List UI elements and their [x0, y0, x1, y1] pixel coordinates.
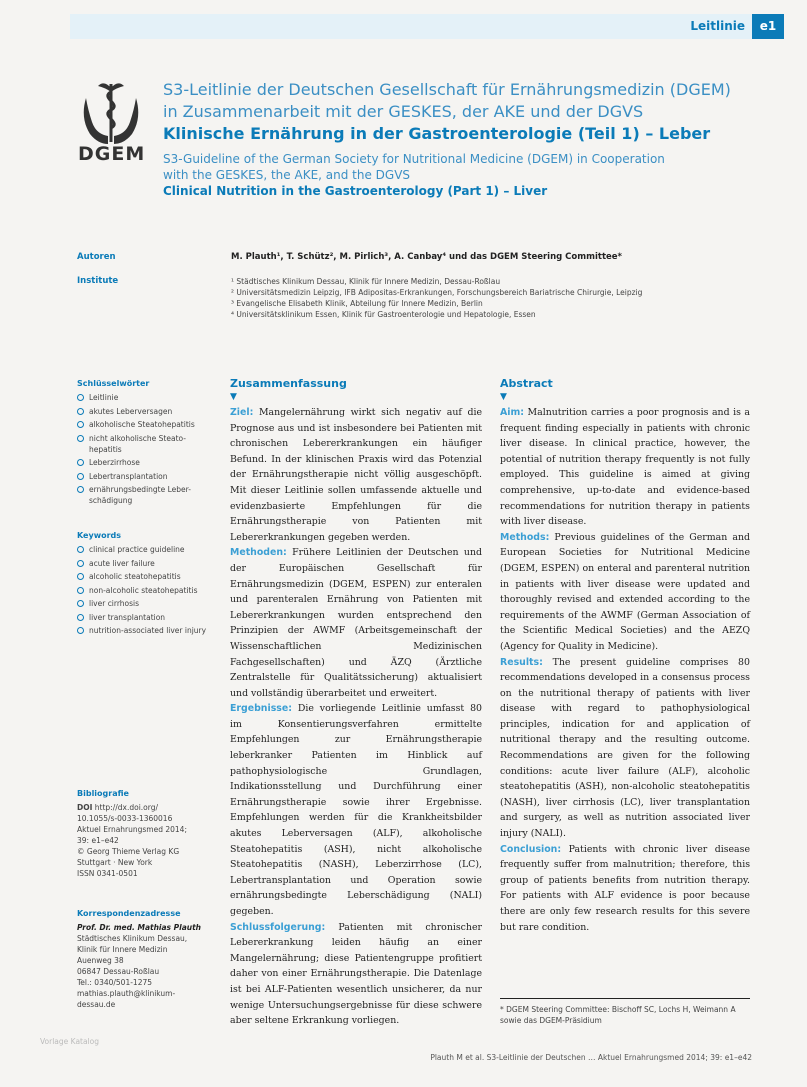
section-text: Patienten mit chronischer Lebererkrankung leiden häufig an einer Mangelernährung; diese Patientengruppe profitiert daher von einer Ernährungstherapie. Die Datenlage ist bei ALF-Patienten wesentlich unsicherer, da nur wenige Untersuchungsergebnisse für diese schwere aber seltene Erkrankung vorliegen.: [230, 921, 482, 1027]
footnote-divider: [500, 998, 750, 999]
keyword-item: ernährungsbedingte Leber-schädigung: [77, 484, 217, 506]
keyword-item: acute liver failure: [77, 558, 217, 569]
keywords-en-heading: Keywords: [77, 531, 122, 540]
biblio-line: 39: e1–e42: [77, 836, 119, 845]
section-text: Malnutrition carries a poor prognosis and is a frequent finding especially in patients with chronic liver disease. In clinical practice, however, the potential of nutrition therapy frequently is not fully employed. This guideline is aimed at giving comprehensive, up-to-date and evidence-based recommendations for nutrition therapy in patients with liver disease.: [500, 407, 750, 528]
doi-label: DOI: [77, 803, 93, 812]
title-en-line2: with the GESKES, the AKE, and the DGVS: [163, 168, 411, 182]
keyword-item: liver transplantation: [77, 612, 217, 623]
abstract-section: [230, 545, 482, 701]
section-key: Methoden:: [230, 547, 287, 559]
section-key: Ziel:: [230, 407, 254, 418]
keyword-item: Lebertransplantation: [77, 471, 217, 482]
triangle-marker-icon: ▼: [230, 392, 237, 402]
zusammenfassung-column: [230, 377, 482, 1029]
abstract-section: [230, 701, 482, 919]
bibliografie: [77, 788, 217, 879]
keyword-item: nicht alkoholische Steato-hepatitis: [77, 433, 217, 455]
abstract-heading: Abstract: [500, 377, 553, 390]
keyword-item: nutrition-associated liver injury: [77, 625, 217, 636]
institute-item: ⁴ Universitätsklinikum Essen, Klinik für Gastroenterologie und Hepatologie, Essen: [231, 310, 536, 319]
institute-item: ² Universitätsmedizin Leipzig, IFB Adipositas-Erkrankungen, Forschungsbereich Bariatrische Chirurgie, Leipzig: [231, 288, 643, 297]
section-key: Conclusion:: [500, 843, 562, 855]
page-footer: Plauth M et al. S3-Leitlinie der Deutschen … Aktuel Ernahrungsmed 2014; 39: e1–e42: [430, 1053, 752, 1062]
keyword-item: Leberzirrhose: [77, 457, 217, 468]
correspondence-heading: Korrespondenzadresse: [77, 909, 181, 918]
biblio-line: ISSN 0341-0501: [77, 869, 138, 878]
institute-item: ¹ Städtisches Klinikum Dessau, Klinik für Innere Medizin, Dessau-Roßlau: [231, 277, 501, 286]
section-label: Leitlinie: [690, 19, 745, 33]
zusammenfassung-heading: Zusammenfassung: [230, 377, 347, 390]
section-key: Ergebnisse:: [230, 703, 292, 715]
biblio-line: 10.1055/s-0033-1360016: [77, 814, 173, 823]
section-key: Schlussfolgerung:: [230, 921, 326, 933]
correspondence-name: Prof. Dr. med. Mathias Plauth: [77, 923, 202, 932]
header-band: [70, 14, 754, 39]
section-text: Mangelernährung wirkt sich negativ auf die Prognose aus und ist insbesondere bei Patienten mit chronischen Lebererkrankungen ein häufiger Befund. In der klinischen Praxis wird das Potenzial der Ernährungstherapie nicht völlig ausgeschöpft. Mit dieser Leitlinie sollen umfassende aktuelle und evidenzbasierte Empfehlungen für die Ernährungstherapie von Patienten mit Lebererkrankungen gegeben werden.: [230, 407, 482, 543]
keyword-item: alkoholische Steatohepatitis: [77, 419, 217, 430]
abstract-section: [500, 842, 750, 936]
section-key: Results:: [500, 656, 543, 668]
keyword-item: non-alcoholic steatohepatitis: [77, 585, 217, 596]
institute-item: ³ Evangelische Elisabeth Klinik, Abteilung für Innere Medizin, Berlin: [231, 299, 483, 308]
keywords-de: [77, 378, 217, 509]
address-line: 06847 Dessau-Roßlau: [77, 967, 160, 976]
keyword-item: akutes Leberversagen: [77, 406, 217, 417]
address-line: Klinik für Innere Medizin: [77, 945, 168, 954]
title-de-bold: Klinische Ernährung in der Gastroenterologie (Teil 1) – Leber: [163, 124, 711, 143]
abstract-section: [500, 655, 750, 842]
abstract-section: [500, 530, 750, 655]
biblio-line: Stuttgart · New York: [77, 858, 153, 867]
keywords-de-heading: Schlüsselwörter: [77, 379, 150, 388]
correspondence: [77, 908, 217, 1010]
section-key: Aim:: [500, 407, 524, 418]
email-link[interactable]: mathias.plauth@klinikum-: [77, 989, 176, 998]
authors-label: Autoren: [77, 252, 116, 262]
abstract-section: [230, 920, 482, 1029]
keyword-item: Leitlinie: [77, 392, 217, 403]
watermark: Vorlage Katalog: [40, 1037, 100, 1046]
title-de-line2: in Zusammenarbeit mit der GESKES, der AKE und der DGVS: [163, 102, 644, 121]
biblio-line: © Georg Thieme Verlag KG: [77, 847, 180, 856]
address-line: Auenweg 38: [77, 956, 124, 965]
triangle-marker-icon: ▼: [500, 392, 507, 402]
title-de-line1: S3-Leitlinie der Deutschen Gesellschaft für Ernährungsmedizin (DGEM): [163, 80, 731, 99]
title-en-line1: S3-Guideline of the German Society for Nutritional Medicine (DGEM) in Cooperation: [163, 152, 665, 166]
doi-link[interactable]: http://dx.doi.org/: [94, 803, 159, 812]
section-text: Patients with chronic liver disease frequently suffer from malnutrition; therefore, this group of patients benefits from nutrition therapy. For patients with ALF evidence is poor because there are only few research results for this severe but rare condition.: [500, 843, 750, 933]
abstract-section: [500, 405, 750, 530]
section-text: Previous guidelines of the German and European Societies for Nutritional Medicine (DGEM, ESPEN) on enteral and parenteral nutrition in patients with liver disease were updated and thoroughly revised and extended according to the requirements of the AWMF (German Association of the Scientific Medical Societies) and the AEZQ (Agency for Quality in Medicine).: [500, 531, 750, 652]
institutes-label: Institute: [77, 276, 119, 286]
section-text: Die vorliegende Leitlinie umfasst 80 im Konsentierungsverfahren ermittelte Empfehlungen zur Ernährungstherapie leberkranker Patienten im Hinblick auf pathophysiologische Grundlagen, Indikationsstellung und Durchführung einer Ernährungstherapie sowie ihrer Ergebnisse. Empfehlungen werden für die Krankheitsbilder akutes Leberversagen (ALF), alkoholische Steatohepatitis (ASH), nicht alkoholische Steatohepatitis (NASH), Leberzirrhose (LC), Lebertransplantation und Operation sowie ernährungsbedingte Leberschädigung (NALI) gegeben.: [230, 703, 482, 917]
biblio-line: Aktuel Ernahrungsmed 2014;: [77, 825, 187, 834]
address-line: Tel.: 0340/501-1275: [77, 978, 153, 987]
email-link[interactable]: dessau.de: [77, 1000, 116, 1009]
section-text: The present guideline comprises 80 recommendations developed in a consensus process on the nutritional therapy of patients with liver disease with regard to pathophysiological principles, indication for and application of nutritional therapy and the resulting outcome. Recommendations are given for the following conditions: acute liver failure (ALF), alcoholic steatohepatitis (ASH), non-alcoholic steatohepatitis (NASH), liver cirrhosis (LC), liver transplantation and surgery, as well as nutrition associated liver injury (NALI).: [500, 656, 750, 840]
title-block: [163, 79, 773, 199]
section-key: Methods:: [500, 531, 550, 543]
authors-list: M. Plauth¹, T. Schütz², M. Pirlich³, A. Canbay⁴ und das DGEM Steering Committee*: [231, 252, 622, 262]
page-number: e1: [752, 14, 784, 39]
title-en-bold: Clinical Nutrition in the Gastroenterology (Part 1) – Liver: [163, 184, 548, 198]
section-text: Frühere Leitlinien der Deutschen und der Europäischen Gesellschaft für Ernährungsmedizin (DGEM, ESPEN) zur enteralen und parenteralen Ernährung von Patienten mit Lebererkrankungen wurden entsprechend den Prinzipien der AWMF (Arbeitsgemeinschaft der Wissenschaftlichen Medizinischen Fachgesellschaften) und ÄZQ (Ärztliche Zentralstelle für Qualitätssicherung) aktualisiert und vollständig überarbeitet und erweitert.: [230, 547, 482, 699]
keywords-en: [77, 530, 217, 639]
address-line: Städtisches Klinikum Dessau,: [77, 934, 188, 943]
keyword-item: liver cirrhosis: [77, 598, 217, 609]
abstract-section: [230, 405, 482, 545]
bibliografie-heading: Bibliografie: [77, 789, 129, 798]
footnote: * DGEM Steering Committee: Bischoff SC, Lochs H, Weimann A sowie das DGEM-Präsidium: [500, 1005, 736, 1025]
institutes-list: [231, 276, 642, 320]
logo-text: DGEM: [78, 143, 146, 165]
abstract-column: [500, 377, 750, 935]
keyword-item: alcoholic steatohepatitis: [77, 571, 217, 582]
keyword-item: clinical practice guideline: [77, 544, 217, 555]
